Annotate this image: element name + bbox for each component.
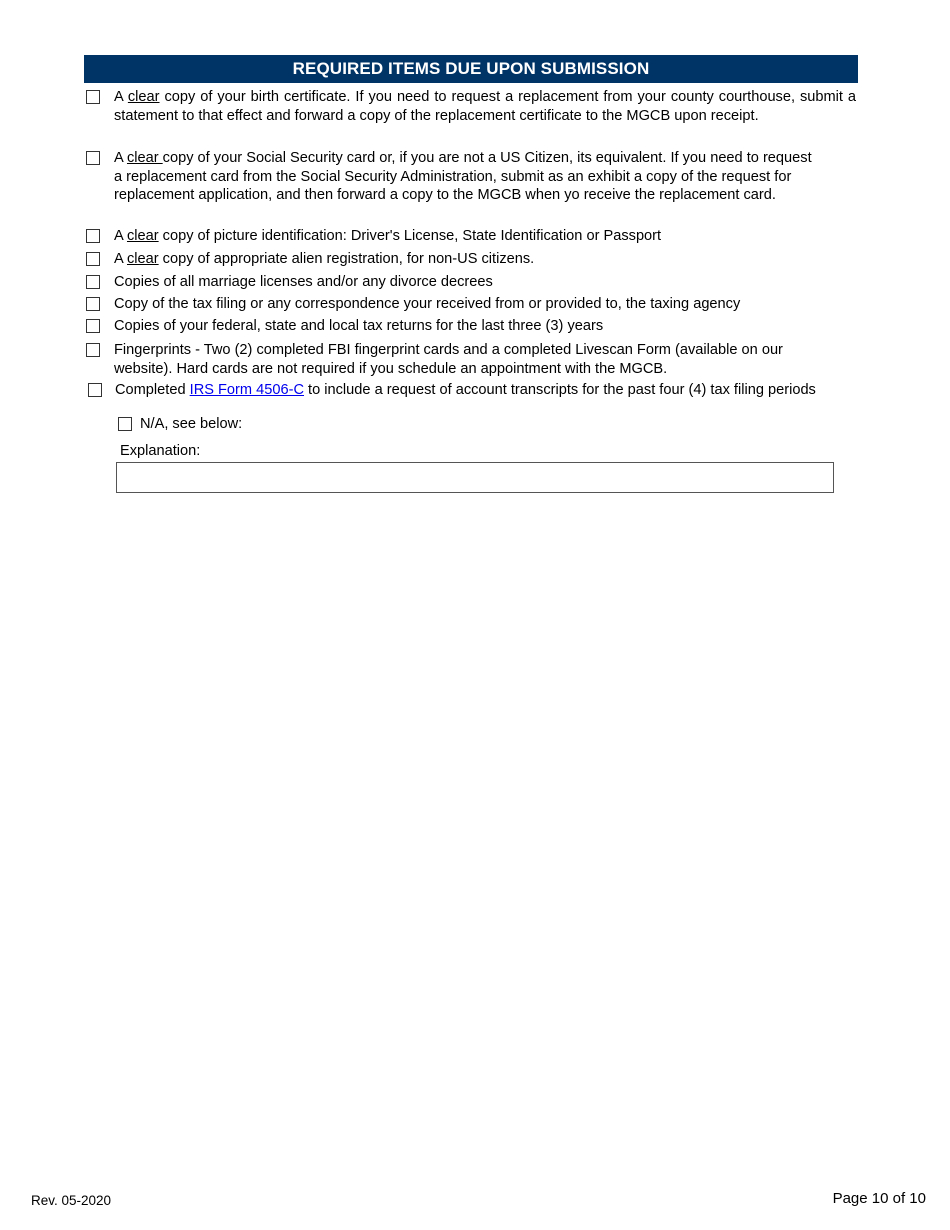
checkbox-social-security-card[interactable]	[86, 151, 100, 165]
item-text: A clear copy of picture identification: Driver's License, State Identification or Passport	[114, 228, 662, 244]
checkbox-birth-certificate[interactable]	[86, 90, 100, 104]
item-text: A clear copy of your birth certificate. If you need to request a replacement from your county courthouse, submit a statement to that effect and forward a copy of the replacement certificate to the MGCB upon receipt.	[114, 89, 857, 124]
checkbox-tax-returns[interactable]	[86, 319, 100, 333]
checkbox-picture-id[interactable]	[86, 229, 100, 243]
item-text: A clear copy of your Social Security card or, if you are not a US Citizen, its equivalent. If you need to request a replacement card from the Social Security Administration, submit as an exhibit a copy of the request for replacement application, and then forward a copy to the MGCB when yo receive the replacement card.	[114, 150, 812, 204]
item-text: Copies of all marriage licenses and/or any divorce decrees	[114, 274, 493, 290]
item-text: Fingerprints - Two (2) completed FBI fingerprint cards and a completed Livescan Form (available on our website). Hard cards are not required if you schedule an appointment with the MGCB.	[114, 342, 783, 377]
item-text: Completed IRS Form 4506-C to include a request of account transcripts for the past four (4) tax filing periods	[115, 382, 816, 398]
page-number: Page 10 of 10	[832, 1190, 926, 1207]
checkbox-na[interactable]	[118, 417, 132, 431]
na-label: N/A, see below:	[140, 416, 243, 432]
checkbox-fingerprints[interactable]	[86, 343, 100, 357]
checkbox-marriage-licenses[interactable]	[86, 275, 100, 289]
revision-label: Rev. 05-2020	[31, 1193, 112, 1208]
item-text: Copy of the tax filing or any correspondence your received from or provided to, the taxing agency	[114, 296, 741, 312]
checkbox-irs-form[interactable]	[88, 383, 102, 397]
irs-form-link[interactable]: IRS Form 4506-C	[189, 382, 304, 398]
explanation-field[interactable]	[116, 462, 834, 493]
checkbox-alien-registration[interactable]	[86, 252, 100, 266]
explanation-label: Explanation:	[120, 443, 201, 459]
item-text: Copies of your federal, state and local tax returns for the last three (3) years	[114, 318, 604, 334]
item-text: A clear copy of appropriate alien registration, for non-US citizens.	[114, 251, 535, 267]
checkbox-tax-correspondence[interactable]	[86, 297, 100, 311]
section-header: REQUIRED ITEMS DUE UPON SUBMISSION	[84, 55, 858, 83]
